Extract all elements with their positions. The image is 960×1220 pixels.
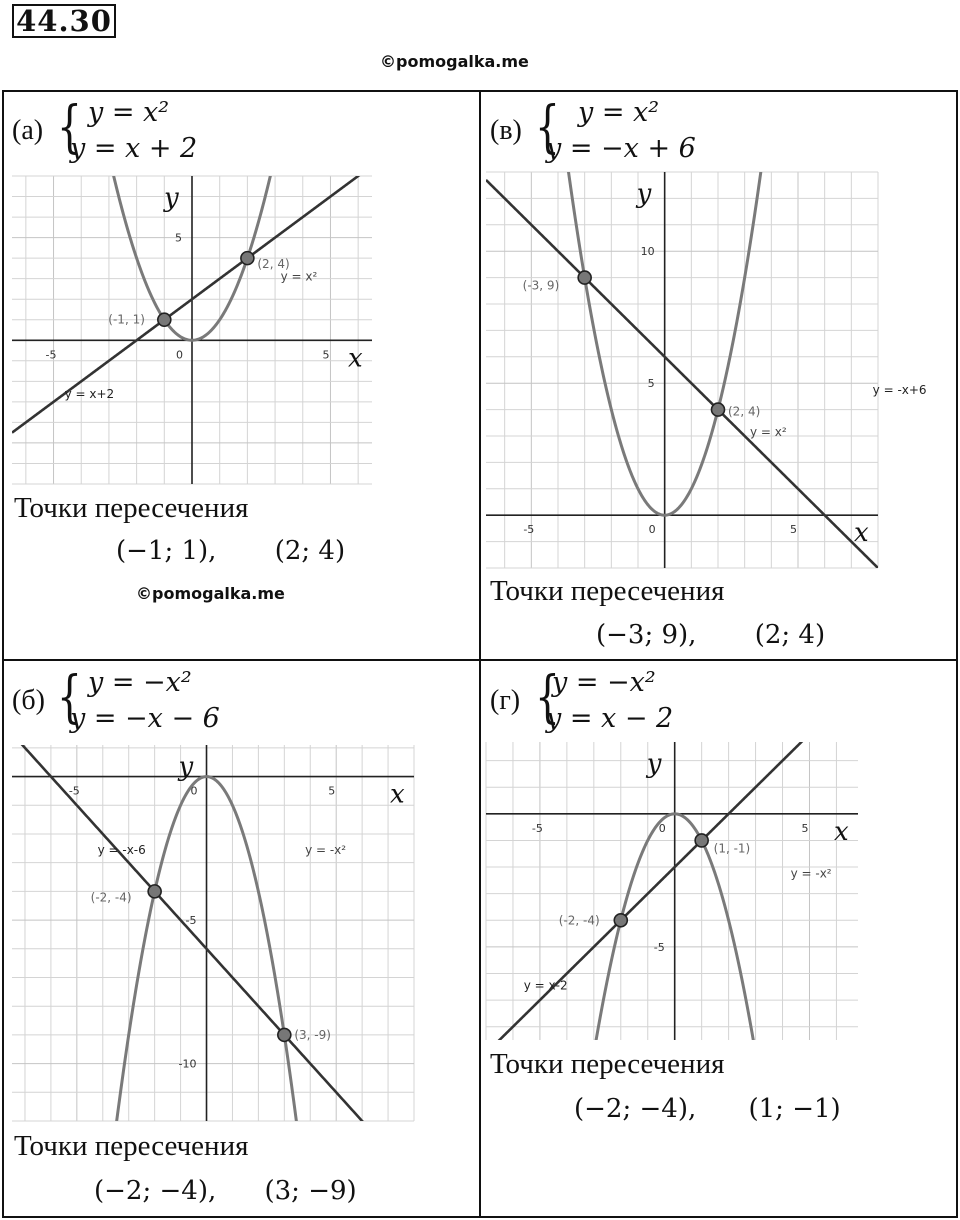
watermark-middle: ©pomogalka.me [136, 584, 285, 603]
intersection-point [695, 834, 708, 847]
intersection-point-label: (3, -9) [294, 1027, 331, 1042]
answer-point-a-1: (−1; 1), [116, 536, 217, 566]
brace-b: { [57, 665, 82, 730]
parabola-curve [486, 0, 878, 515]
answer-point-a-2: (2; 4) [274, 536, 346, 566]
answer-title-a: Точки пересечения [14, 492, 249, 524]
answer-points-g [574, 1094, 841, 1124]
equation-v-2: y = −x + 6 [546, 133, 696, 164]
y-axis-label: y [178, 752, 194, 782]
line-curve [486, 180, 878, 568]
answer-point-b-1: (−2; −4), [94, 1176, 217, 1206]
x-tick-label: -5 [531, 821, 543, 835]
intersection-point [241, 252, 254, 265]
parabola-label: y = -x² [790, 866, 832, 881]
line-label: y = x-2 [523, 978, 568, 993]
equation-b-2: y = −x − 6 [70, 703, 220, 734]
intersection-point [614, 914, 627, 927]
equation-g-2: y = x − 2 [546, 703, 674, 734]
answer-point-g-1: (−2; −4), [574, 1094, 697, 1124]
graph-a [12, 176, 372, 484]
y-axis-label: y [636, 179, 652, 209]
x-tick-label: 5 [328, 784, 336, 798]
intersection-point-label: (-1, 1) [108, 312, 145, 327]
equation-a-1: y = x² [88, 97, 170, 128]
answer-points-v [596, 620, 825, 650]
parabola-label: y = x² [750, 425, 787, 439]
y-tick-label: 10 [640, 245, 655, 259]
x-tick-label: 0 [176, 348, 183, 362]
answer-points-a [116, 536, 345, 566]
graph-v [486, 172, 927, 568]
system-v [490, 96, 950, 176]
parabola-label: y = x² [280, 269, 318, 284]
answer-title-b: Точки пересечения [14, 1130, 249, 1162]
x-tick-label: 0 [648, 523, 656, 537]
intersection-point [148, 885, 161, 898]
intersection-point-label: (-2, -4) [90, 890, 132, 905]
intersection-point [712, 403, 725, 416]
intersection-point-label: (2, 4) [728, 404, 761, 419]
brace-g: { [535, 665, 560, 730]
graph-g [486, 742, 858, 1040]
line-label: y = -x-6 [97, 843, 146, 858]
panel-letter-v: (в) [490, 115, 522, 146]
parabola-label: y = -x² [305, 843, 347, 858]
answer-title-v: Точки пересечения [490, 575, 725, 607]
line-label: y = -x+6 [872, 382, 927, 397]
system-g [490, 666, 950, 746]
x-axis-label: x [834, 816, 849, 847]
x-tick-label: 5 [790, 523, 797, 537]
intersection-point-label: (-2, -4) [558, 913, 600, 928]
problem-number: 44.30 [12, 4, 116, 38]
y-tick-label: -10 [178, 1057, 197, 1071]
panel-letter-a: (а) [12, 115, 44, 146]
answer-title-g: Точки пересечения [490, 1048, 725, 1080]
answer-point-b-2: (3; −9) [264, 1176, 357, 1206]
y-axis-label: y [164, 183, 179, 213]
intersection-point [158, 313, 171, 326]
system-a [12, 96, 472, 176]
y-tick-label: -5 [185, 914, 197, 928]
x-axis-label: x [390, 779, 405, 810]
graph-b [12, 745, 414, 1121]
y-axis-label: y [646, 749, 662, 779]
x-axis-label: x [854, 518, 869, 549]
answer-point-g-2: (1; −1) [748, 1094, 841, 1124]
grid-lines [486, 742, 858, 1040]
x-tick-label: -5 [68, 784, 80, 798]
line-label: y = x+2 [64, 386, 115, 401]
x-tick-label: 5 [801, 821, 809, 835]
x-tick-label: -5 [45, 348, 57, 362]
y-tick-label: -5 [653, 940, 665, 954]
brace-v: { [535, 95, 560, 160]
panel-letter-g: (г) [490, 685, 521, 716]
line-curve [12, 734, 414, 1179]
x-axis-label: x [348, 343, 363, 374]
panel-letter-b: (б) [12, 685, 45, 716]
intersection-point [578, 271, 591, 284]
x-tick-label: 0 [190, 784, 198, 798]
system-b [12, 666, 472, 746]
equation-v-1: y = x² [578, 97, 660, 128]
intersection-point-label: (1, -1) [713, 841, 751, 856]
equation-a-2: y = x + 2 [70, 133, 198, 164]
y-tick-label: 5 [647, 377, 655, 391]
equation-g-1: y = −x² [552, 667, 656, 698]
answer-point-v-2: (2; 4) [754, 620, 826, 650]
x-tick-label: -5 [523, 523, 535, 537]
x-tick-label: 5 [322, 348, 330, 362]
intersection-point-label: (2, 4) [257, 257, 290, 272]
watermark-top: ©pomogalka.me [380, 52, 529, 71]
answer-point-v-1: (−3; 9), [596, 620, 697, 650]
answer-points-b [94, 1176, 357, 1206]
x-tick-label: 0 [658, 821, 666, 835]
y-tick-label: 5 [175, 231, 182, 245]
intersection-point-label: (-3, 9) [522, 278, 560, 293]
brace-a: { [57, 95, 82, 160]
intersection-point [278, 1028, 291, 1041]
equation-b-1: y = −x² [88, 667, 192, 698]
